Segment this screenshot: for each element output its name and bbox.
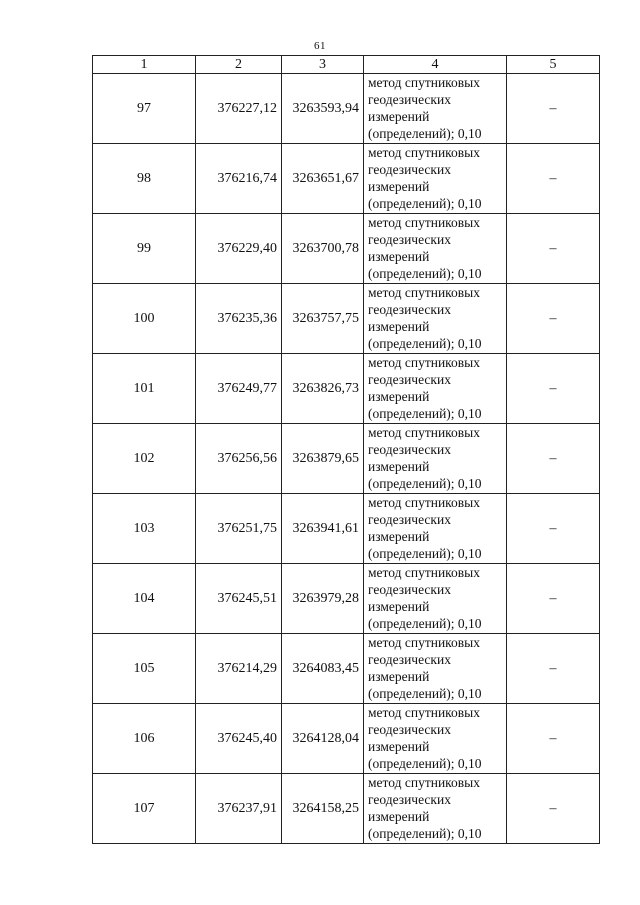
y-coordinate-cell: 3263651,67 bbox=[282, 144, 364, 214]
method-line: геодезических bbox=[368, 792, 451, 807]
x-coordinate-cell: 376251,75 bbox=[196, 494, 282, 564]
x-coordinate-cell: 376245,40 bbox=[196, 704, 282, 774]
table-row bbox=[93, 634, 600, 704]
column-header-1: 1 bbox=[93, 56, 196, 74]
method-line: метод спутниковых bbox=[368, 425, 480, 440]
method-line: (определений); 0,10 bbox=[368, 546, 482, 561]
method-line: метод спутниковых bbox=[368, 775, 480, 790]
method-line: (определений); 0,10 bbox=[368, 266, 482, 281]
method-cell bbox=[364, 424, 507, 494]
note-cell: – bbox=[507, 494, 600, 564]
page-number: 61 bbox=[314, 40, 326, 52]
table-row bbox=[93, 284, 600, 354]
x-coordinate-cell: 376249,77 bbox=[196, 354, 282, 424]
method-cell bbox=[364, 704, 507, 774]
table-row bbox=[93, 774, 600, 844]
header-row bbox=[93, 56, 600, 74]
method-line: (определений); 0,10 bbox=[368, 196, 482, 211]
method-cell bbox=[364, 144, 507, 214]
point-number-cell: 101 bbox=[93, 354, 196, 424]
note-cell: – bbox=[507, 214, 600, 284]
note-cell: – bbox=[507, 354, 600, 424]
column-header-5: 5 bbox=[507, 56, 600, 74]
method-cell bbox=[364, 354, 507, 424]
method-line: измерений bbox=[368, 459, 430, 474]
method-line: (определений); 0,10 bbox=[368, 756, 482, 771]
method-cell bbox=[364, 214, 507, 284]
y-coordinate-cell: 3263979,28 bbox=[282, 564, 364, 634]
method-cell bbox=[364, 774, 507, 844]
point-number-cell: 103 bbox=[93, 494, 196, 564]
method-line: метод спутниковых bbox=[368, 75, 480, 90]
y-coordinate-cell: 3263826,73 bbox=[282, 354, 364, 424]
x-coordinate-cell: 376245,51 bbox=[196, 564, 282, 634]
method-line: измерений bbox=[368, 319, 430, 334]
method-line: измерений bbox=[368, 599, 430, 614]
x-coordinate-cell: 376227,12 bbox=[196, 74, 282, 144]
method-line: метод спутниковых bbox=[368, 215, 480, 230]
y-coordinate-cell: 3264158,25 bbox=[282, 774, 364, 844]
table-row bbox=[93, 144, 600, 214]
point-number-cell: 107 bbox=[93, 774, 196, 844]
column-header-2: 2 bbox=[196, 56, 282, 74]
note-cell: – bbox=[507, 74, 600, 144]
method-line: (определений); 0,10 bbox=[368, 686, 482, 701]
method-line: геодезических bbox=[368, 722, 451, 737]
method-line: (определений); 0,10 bbox=[368, 826, 482, 841]
method-line: геодезических bbox=[368, 92, 451, 107]
point-number-cell: 104 bbox=[93, 564, 196, 634]
x-coordinate-cell: 376237,91 bbox=[196, 774, 282, 844]
method-line: геодезических bbox=[368, 372, 451, 387]
point-number-cell: 97 bbox=[93, 74, 196, 144]
method-line: метод спутниковых bbox=[368, 145, 480, 160]
table-header bbox=[93, 56, 600, 74]
method-line: геодезических bbox=[368, 162, 451, 177]
y-coordinate-cell: 3263757,75 bbox=[282, 284, 364, 354]
method-line: метод спутниковых bbox=[368, 285, 480, 300]
method-line: (определений); 0,10 bbox=[368, 616, 482, 631]
method-line: измерений bbox=[368, 249, 430, 264]
method-line: метод спутниковых bbox=[368, 635, 480, 650]
method-cell bbox=[364, 74, 507, 144]
method-line: измерений bbox=[368, 179, 430, 194]
column-header-4: 4 bbox=[364, 56, 507, 74]
y-coordinate-cell: 3263593,94 bbox=[282, 74, 364, 144]
method-line: (определений); 0,10 bbox=[368, 406, 482, 421]
point-number-cell: 106 bbox=[93, 704, 196, 774]
y-coordinate-cell: 3263700,78 bbox=[282, 214, 364, 284]
x-coordinate-cell: 376235,36 bbox=[196, 284, 282, 354]
table-row bbox=[93, 704, 600, 774]
note-cell: – bbox=[507, 774, 600, 844]
note-cell: – bbox=[507, 564, 600, 634]
note-cell: – bbox=[507, 704, 600, 774]
y-coordinate-cell: 3264083,45 bbox=[282, 634, 364, 704]
method-line: измерений bbox=[368, 109, 430, 124]
table-row bbox=[93, 424, 600, 494]
note-cell: – bbox=[507, 634, 600, 704]
method-line: измерений bbox=[368, 809, 430, 824]
y-coordinate-cell: 3263879,65 bbox=[282, 424, 364, 494]
y-coordinate-cell: 3263941,61 bbox=[282, 494, 364, 564]
point-number-cell: 99 bbox=[93, 214, 196, 284]
method-cell bbox=[364, 284, 507, 354]
method-line: измерений bbox=[368, 529, 430, 544]
method-line: геодезических bbox=[368, 232, 451, 247]
method-line: метод спутниковых bbox=[368, 495, 480, 510]
method-line: геодезических bbox=[368, 302, 451, 317]
coordinates-table bbox=[92, 55, 600, 844]
table-row bbox=[93, 74, 600, 144]
point-number-cell: 98 bbox=[93, 144, 196, 214]
method-cell bbox=[364, 564, 507, 634]
method-line: измерений bbox=[368, 739, 430, 754]
y-coordinate-cell: 3264128,04 bbox=[282, 704, 364, 774]
table-row bbox=[93, 214, 600, 284]
method-line: геодезических bbox=[368, 442, 451, 457]
method-line: геодезических bbox=[368, 582, 451, 597]
method-line: метод спутниковых bbox=[368, 355, 480, 370]
table-row bbox=[93, 564, 600, 634]
point-number-cell: 100 bbox=[93, 284, 196, 354]
table-body bbox=[93, 74, 600, 844]
method-line: метод спутниковых bbox=[368, 705, 480, 720]
point-number-cell: 105 bbox=[93, 634, 196, 704]
method-cell bbox=[364, 494, 507, 564]
x-coordinate-cell: 376216,74 bbox=[196, 144, 282, 214]
method-line: измерений bbox=[368, 389, 430, 404]
method-cell bbox=[364, 634, 507, 704]
method-line: геодезических bbox=[368, 512, 451, 527]
method-line: (определений); 0,10 bbox=[368, 336, 482, 351]
x-coordinate-cell: 376229,40 bbox=[196, 214, 282, 284]
x-coordinate-cell: 376256,56 bbox=[196, 424, 282, 494]
method-line: (определений); 0,10 bbox=[368, 476, 482, 491]
method-line: метод спутниковых bbox=[368, 565, 480, 580]
table-row bbox=[93, 354, 600, 424]
method-line: геодезических bbox=[368, 652, 451, 667]
note-cell: – bbox=[507, 424, 600, 494]
column-header-3: 3 bbox=[282, 56, 364, 74]
table-row bbox=[93, 494, 600, 564]
note-cell: – bbox=[507, 144, 600, 214]
x-coordinate-cell: 376214,29 bbox=[196, 634, 282, 704]
method-line: (определений); 0,10 bbox=[368, 126, 482, 141]
note-cell: – bbox=[507, 284, 600, 354]
point-number-cell: 102 bbox=[93, 424, 196, 494]
method-line: измерений bbox=[368, 669, 430, 684]
